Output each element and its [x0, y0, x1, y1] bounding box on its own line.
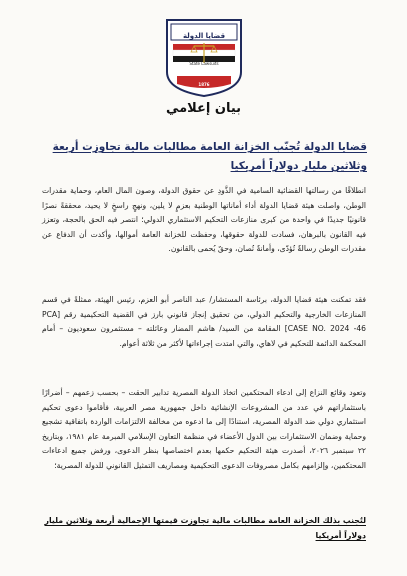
- emblem-subtitle: State Lawsuits: [189, 61, 219, 66]
- paragraph-achievement: فقد تمكنت هيئة قضايا الدولة، برئاسة المستشار/ عبد الناصر أبو العزم، رئيس الهيئة، ممثلةً في قسم المنازعات الخارجية والتحكيم الدولي، من تحقيق إنجاز قانوني بارز في القضية التحكيمية رقم [PCA CASE NO. 2024 -46] المقامة من السيد/ هاشم المضار وعائلته – مستثمرون سعوديون – أمام المحكمة الدائمة للتحكيم في لاهاي، والتي امتدت إجراءاتها لأكثر من ثلاثة أعوام.: [42, 295, 366, 348]
- emblem-title: قضايا الدولة: [182, 32, 226, 40]
- emblem-year: 1876: [198, 82, 210, 87]
- paragraph-intro: انطلاقًا من رسالتها القضائية السامية في الذَّودِ عن حقوق الدولة، وصون المال العام، وحماية مقدرات الوطن، واصلت هيئة قضايا الدولة أداء أماناتها الوطنية بعزمٍ لا يلين، ونهجٍ راسخٍ لا يحيد، محققةً نصرًا قانونيًا جديدًا في واحدة من كبرى منازعات التحكيم الاستثماري الدولي؛ انتصر فيه الحق بالحجة، وتعزز فيه القانون بالبرهان، فسادت للدولة حقوقها، وحفظت للخزانة العامة أموالها، وأكدت أن الدفاع عن مقدرات الوطن رسالةٌ تُؤدّى، وأمانةٌ تُصان، وحقٌ يُحمى بالقانون.: [42, 186, 366, 254]
- closing-statement: لتُجنب بذلك الخزانة العامة مطالبات مالية تجاوزت قيمتها الإجمالية أربعة وثلاثين مليار دولاراً أمريكيا: [44, 516, 366, 540]
- headline: قضايا الدولة تُجنّب الخزانة العامة مطالبات مالية تجاوزت أربعة وثلاثين مليار دولاراً أمريكيا: [52, 141, 367, 172]
- state-lawsuits-emblem: [161, 14, 247, 98]
- page-title: بيان إعلامي: [165, 101, 242, 116]
- paragraph-facts: وتعود وقائع النزاع إلى ادعاء المحتكمين اتخاذ الدولة المصرية تدابير الحقت – بحسب زعمهم – أضرارًا باستثماراتهم في عدد من المشروعات الإنشائية داخل جمهورية مصر العربية، فأقاموا دعوى تحكيم استثماري دولي ضد الدولة المصرية، استنادًا إلى ما ادعوه من مخالفة الالتزامات الواردة باتفاقية تشجيع وحماية وضمان الاستثمارات بين الدول الأعضاء في منظمة التعاون الإسلامي المبرمة عام ١٩٨١، وبتاريخ ٢٢ سبتمبر ٢٠٢٦، أصدرت هيئة التحكيم حكمها بعدم اختصاصها بنظر الدعوى، ورفض جميع ادعاءات المحتكمين، وإلزامهم بكامل مصروفات الدعوى التحكيمية ومصاريف التمثيل القانوني للدولة المصرية؛: [42, 388, 366, 470]
